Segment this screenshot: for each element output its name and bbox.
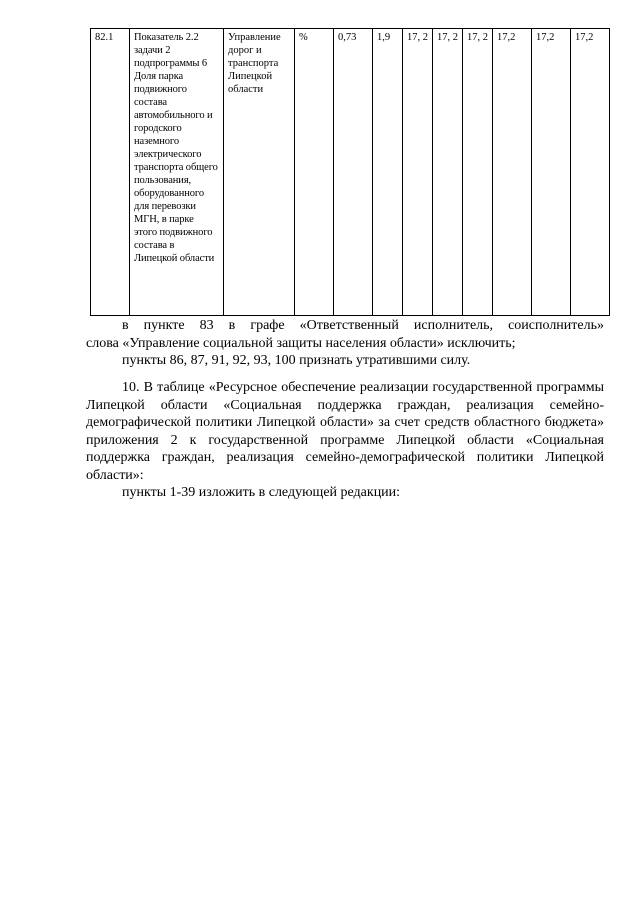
- value-cell: 17, 2: [433, 29, 463, 316]
- row-number-cell: 82.1: [91, 29, 130, 316]
- paragraph-point-83-line-2: слова «Управление социальной защиты населения области» исключить;: [86, 335, 516, 351]
- indicator-name-cell: Показатель 2.2 задачи 2 подпрограммы 6 Доля парка подвижного состава автомобильного и городского наземного электрического транспорта общего пользования, оборудованного для перевозки МГН, в парке этого подвижного состава в Липецкой области: [130, 29, 224, 316]
- paragraph-item-10: 10. В таблице «Ресурсное обеспечение реализации государственной программы Липецкой области «Социальная поддержка граждан, реализация семейно-демографической политики Липецкой области» за счет средств областного бюджета» приложения 2 к государственной программе Липецкой области «Социальная поддержка граждан, реализация семейно-демографической политики Липецкой области»:: [86, 380, 604, 483]
- paragraph-points-1-39: пункты 1-39 изложить в следующей редакции:: [122, 485, 401, 500]
- paragraph-point-83-line-1: в пункте 83 в графе «Ответственный исполнитель, соисполнитель»: [122, 318, 604, 333]
- value-cell: 17, 2: [403, 29, 433, 316]
- amendment-block-1: [86, 317, 604, 370]
- value-cell: 17,2: [493, 29, 532, 316]
- value-cell: 17,2: [532, 29, 571, 316]
- value-cell: 17,2: [571, 29, 610, 316]
- indicator-table: [90, 28, 610, 316]
- value-cell: 17, 2: [463, 29, 493, 316]
- value-cell: 1,9: [373, 29, 403, 316]
- value-cell: 0,73: [334, 29, 373, 316]
- paragraph-void-points: пункты 86, 87, 91, 92, 93, 100 признать утратившими силу.: [122, 353, 471, 368]
- table-row: [91, 29, 610, 316]
- amendment-block-2: [86, 379, 604, 502]
- executor-cell: Управление дорог и транспорта Липецкой области: [224, 29, 295, 316]
- unit-cell: %: [295, 29, 334, 316]
